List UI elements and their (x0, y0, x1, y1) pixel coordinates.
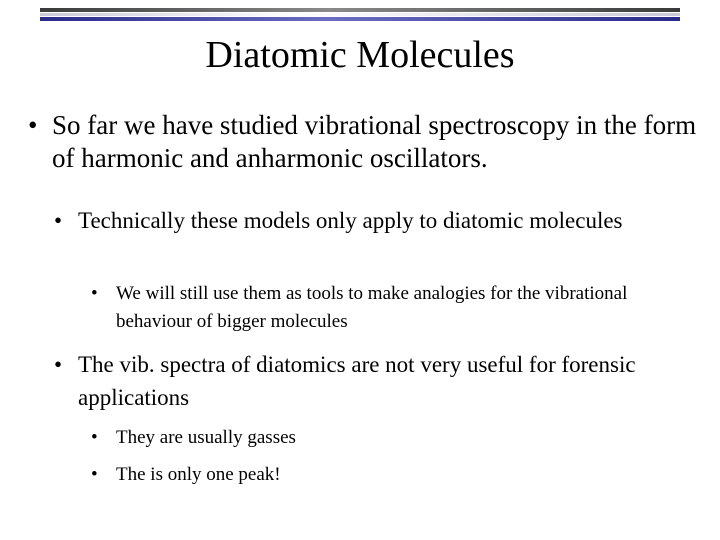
bullet-icon: • (54, 352, 63, 377)
slide-title: Diatomic Molecules (205, 34, 515, 76)
bullet-item-level3 (91, 424, 706, 452)
bullet-text: We will still use them as tools to make analogies for the vibrational behaviour of bigger molecules (116, 283, 628, 332)
bullet-icon: • (91, 464, 98, 485)
bullet-item-level2 (54, 348, 704, 414)
bullet-text: They are usually gasses (116, 427, 296, 448)
bullet-text: So far we have studied vibrational spectroscopy in the form of harmonic and anharmonic oscillators. (52, 110, 697, 173)
bullet-icon: • (28, 110, 38, 140)
bullet-item-level2 (54, 204, 704, 237)
bullet-item-level3 (91, 461, 706, 489)
bullet-text: Technically these models only apply to diatomic molecules (78, 208, 623, 233)
bullet-icon: • (54, 208, 63, 233)
bullet-icon: • (91, 283, 98, 304)
bullet-item-level3 (91, 280, 706, 336)
bullet-text: The vib. spectra of diatomics are not very useful for forensic applications (78, 352, 636, 410)
bullet-item-level1 (28, 109, 708, 175)
bullet-text: The is only one peak! (116, 464, 281, 485)
bullet-icon: • (91, 427, 98, 448)
